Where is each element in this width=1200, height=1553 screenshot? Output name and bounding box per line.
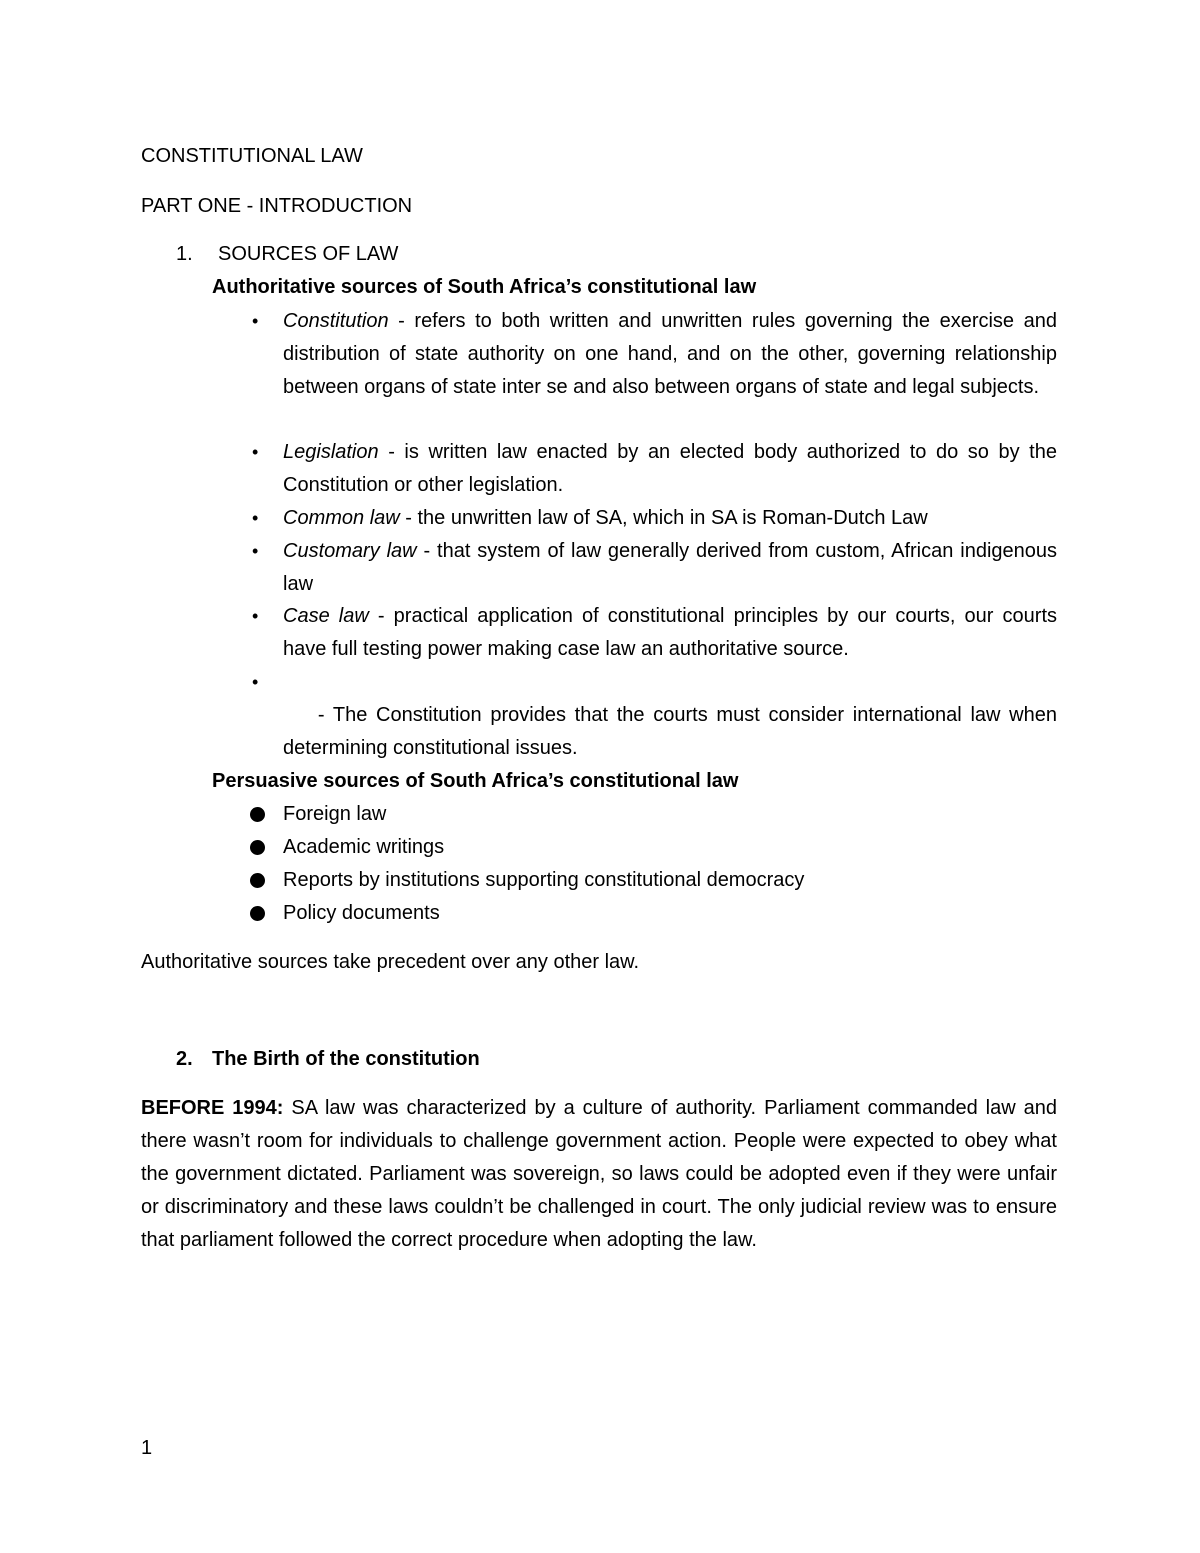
term: Customary law [283,540,417,562]
part-heading: PART ONE - INTRODUCTION [141,195,413,217]
definition: - that system of law generally derived from custom, African indigenous law [283,540,1057,595]
definition: - practical application of constitutional principles by our courts, our courts have full testing power making case law an authoritative source. [283,605,1057,660]
definition: - is written law enacted by an elected body authorized to do so by the Constitution or other legislation. [283,441,1057,496]
list-item [283,305,1057,404]
term: Case law [283,605,369,627]
term: Common law [283,507,400,529]
bullet-icon [250,873,265,888]
list-item: Reports by institutions supporting constitutional democracy [283,869,805,891]
section-heading: The Birth of the constitution [212,1048,480,1070]
section-heading: SOURCES OF LAW [218,243,399,265]
list-item [283,535,1057,601]
paragraph-text: SA law was characterized by a culture of authority. Parliament commanded law and there wasn’t room for individuals to challenge government action. People were expected to obey what the government dictated. Parliament was sovereign, so laws could be adopted even if they were unfair or discriminatory and these laws couldn’t be challenged in court. The only judicial review was to ensure that parliament followed the correct procedure when adopting the law. [141,1097,1057,1251]
page-number: 1 [141,1437,153,1459]
subsection-heading: Authoritative sources of South Africa’s constitutional law [212,276,757,298]
conclusion-text: Authoritative sources take precedent over any other law. [141,951,640,973]
list-item: Foreign law [283,803,387,825]
list-item [283,502,1057,535]
list-item [283,666,1063,765]
section-number: 1. [176,243,193,265]
definition: - The Constitution provides that the courts must consider international law when determining constitutional issues. [283,704,1063,759]
bullet-icon: • [252,606,259,626]
list-item [283,600,1057,666]
list-item [283,436,1057,502]
bullet-icon: • [252,311,259,331]
bullet-icon [250,840,265,855]
section-number: 2. [176,1048,193,1070]
bullet-icon: • [252,672,259,692]
definition: - the unwritten law of SA, which in SA is Roman-Dutch Law [399,507,928,529]
bullet-icon: • [252,442,259,462]
list-item: Academic writings [283,836,445,858]
subsection-heading: Persuasive sources of South Africa’s constitutional law [212,770,739,792]
bullet-icon [250,807,265,822]
bullet-icon [250,906,265,921]
term: Legislation [283,441,379,463]
document-title: CONSTITUTIONAL LAW [141,145,363,167]
list-item: Policy documents [283,902,440,924]
bullet-icon: • [252,508,259,528]
bullet-icon: • [252,541,259,561]
paragraph-lead: BEFORE 1994: [141,1097,284,1119]
definition: - refers to both written and unwritten rules governing the exercise and distribution of state authority on one hand, and on the other, governing relationship between organs of state inter se and also between organs of state and legal subjects. [283,310,1057,398]
body-paragraph [141,1092,1057,1257]
term: Constitution [283,310,389,332]
